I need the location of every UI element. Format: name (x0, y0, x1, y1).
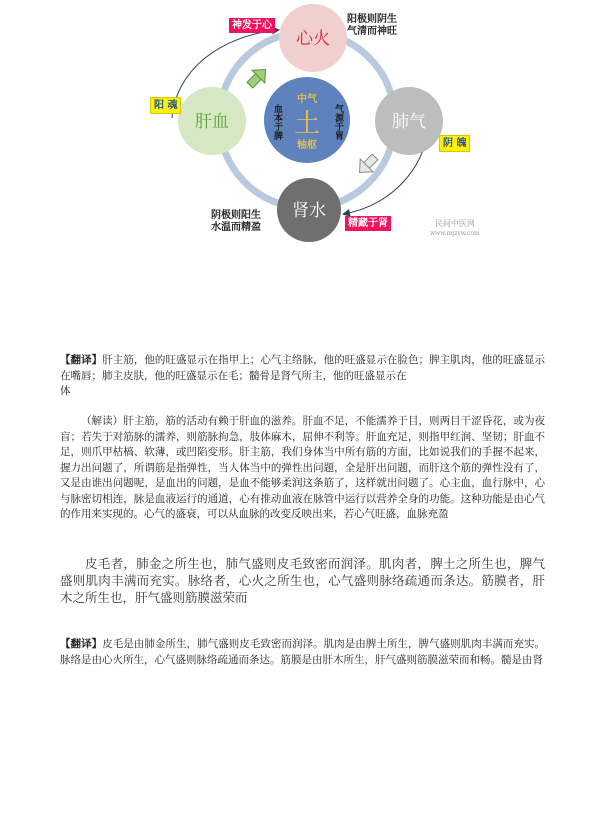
translation-label: 【翻译】 (60, 354, 103, 366)
kidney-water-label: 肾水 (292, 201, 326, 221)
center-main-char: 土 (293, 109, 321, 139)
diagram-graphic (0, 0, 601, 250)
green-arrow-icon (244, 63, 272, 91)
watermark (430, 219, 480, 239)
paragraph-translation-1 (60, 353, 545, 400)
paragraph-interpretation: （解读）肝主筋，筋的活动有赖于肝血的滋养。肝血不足，不能濡养于目，则两目干涩昏花，或为夜盲；若失于对筋脉的濡养，则筋脉拘急，肢体麻木，屈伸不利等。肝血充足，则指甲红润、坚韧；肝血不足，则爪甲枯槁、软薄，或凹陷变形。肝主筋，我们身体当中所有筋的方面，比如说我们的手握不起来，握力出问题了，所谓筋是指弹性，当人体当中的弹性出问题，全是肝出问题，而肝这个筋的弹性没有了，又是由谁出问题呢，是血出的问题，是血不能够柔润这条筋了，这样就出问题了。心主血，血行脉中，心与脉密切相连，脉是血液运行的通道，心有推动血液在脉管中运行以营养全身的功能。这种功能是由心气的作用来实现的。心气的盛衰，可以从血脉的改变反映出来，若心气旺盛，血脉充盈 (60, 415, 545, 520)
liver-blood-label: 肝血 (195, 112, 229, 132)
note-bottom-left-line-1: 阴极则阳生 (211, 210, 261, 221)
tag-shen-fa-yu-xin: 神发于心 (229, 18, 275, 33)
tag-yang-hun: 阳 魂 (150, 97, 181, 114)
lung-qi-label: 肺气 (392, 112, 426, 132)
tag-jing-cang-yu-shen: 精藏于肾 (345, 216, 391, 231)
paragraph-translation-2 (60, 637, 545, 668)
watermark-line-2: www.mjzyw.com (430, 230, 480, 237)
heart-fire-label: 心火 (296, 29, 330, 49)
center-bottom-label: 轴枢 (297, 140, 317, 151)
translation-tail: 体 (60, 385, 71, 397)
watermark-line-1: 民间中医网 (434, 219, 475, 228)
note-top-right-line-2: 气清而神旺 (347, 26, 397, 37)
five-elements-diagram (0, 0, 601, 250)
center-left-vertical: 血本于脾 (272, 104, 282, 140)
note-bottom-left-line-2: 水温而精盈 (211, 222, 261, 233)
note-top-right-line-1: 阳极则阴生 (347, 14, 397, 25)
center-top-label: 中气 (297, 94, 317, 105)
paragraph-classical-text: 皮毛者，肺金之所生也，肺气盛则皮毛致密而润泽。肌肉者，脾土之所生也，脾气盛则肌肉丰满而充实。脉络者，心火之所生也，心气盛则脉络疏通而条达。筋膜者，肝木之所生也，肝气盛则筋膜滋荣而 (60, 556, 545, 605)
note-top-right (347, 14, 397, 38)
translation-label-2: 【翻译】 (60, 638, 103, 650)
center-right-vertical: 气源于胃 (333, 104, 343, 140)
translation-text-2: 皮毛是由肺金所生，肺气盛则皮毛致密而润泽。肌肉是由脾土所生，脾气盛则肌肉丰满而充实。脉络是由心火所生，心气盛则脉络疏通而条达。筋膜是由肝木所生，肝气盛则筋膜滋荣而和畅。髓是由肾 (60, 638, 546, 666)
note-bottom-left (211, 210, 261, 234)
translation-text: 肝主筋，他的旺盛显示在指甲上；心气主络脉，他的旺盛显示在脸色；脾主肌肉，他的旺盛显示在嘴唇；肺主皮肤，他的旺盛显示在毛；髓骨是肾气所主，他的旺盛显示在 (60, 354, 546, 382)
tag-yin-po: 阴 魄 (439, 135, 470, 152)
